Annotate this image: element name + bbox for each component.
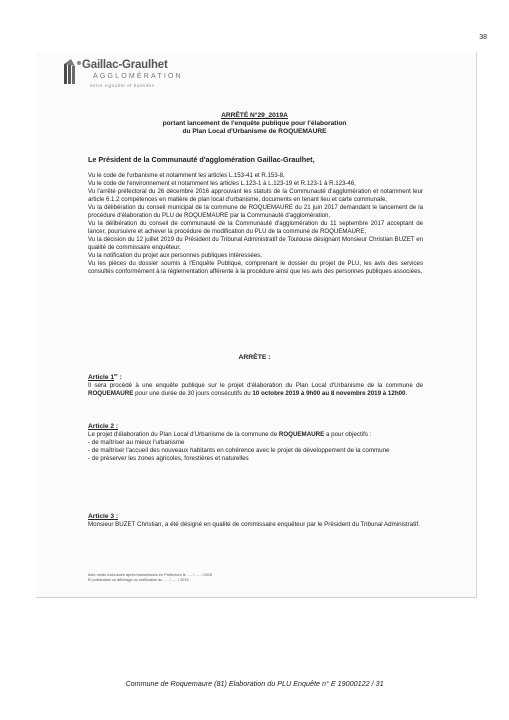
visa-item: Vu l'arrêté préfectoral du 26 décembre 2016 approuvant les statuts de la Communauté d'agglomération et notamment leur article 6.1.2 compétences en matière de plan local d'urbanisme, documents en tenant lieu et carte communale, xyxy=(88,188,423,203)
article-1-text: pour une durée de 30 jours consécutifs du xyxy=(133,390,253,398)
article-2-text: a pour objectifs : xyxy=(324,431,372,438)
article-3-body: Monsieur BUZET Christian, a été désigné en qualité de commissaire enquêteur par le Président du Tribunal Administratif. xyxy=(88,521,420,528)
execution-note-line: Et publication ou affichage ou notification du ..... / ..... / 2019 xyxy=(88,578,189,582)
visa-item: Vu le code de l'environnement et notamment les articles L.123-1 à L.123-19 et R.123-1 à R.123-46, xyxy=(88,180,356,187)
logo-subtitle: AGGLOMÉRATION xyxy=(93,73,183,80)
article-2-text: Le projet d'élaboration du Plan Local d'Urbanisme de la commune de xyxy=(88,431,279,438)
visa-item: Vu la notification du projet aux personnes publiques intéressées, xyxy=(88,252,262,259)
logo-tagline: entre vignoble et bastides xyxy=(90,83,155,88)
arrete-number xyxy=(0,112,509,119)
arrete-title-line: du Plan Local d'Urbanisme de ROQUEMAURE xyxy=(182,128,327,135)
article-1-title-text: Article 1 xyxy=(88,374,115,382)
visa-item: Vu la délibération du conseil municipal de la commune de ROQUEMAURE du 21 juin 2017 demandant le lancement de la procédure d'élaboration du PLU de ROQUEMAURE par la Communauté d'agglomération, xyxy=(88,204,423,219)
objective-item: - de maîtriser au mieux l'urbanisme xyxy=(88,439,185,446)
article-3 xyxy=(88,513,423,529)
logo xyxy=(62,58,202,98)
article-1-title-colon: : xyxy=(117,374,122,382)
article-1-commune: ROQUEMAURE xyxy=(88,390,134,398)
article-1-title-sup: er xyxy=(114,372,118,377)
arrete-heading: ARRÊTE : xyxy=(238,354,271,361)
visa-item: Vu la délibération du conseil de communauté de la Communauté d'agglomération du 11 septembre 2017 acceptant de lancer, poursuivre et achever la procédure de modification du PLU de la commune de ROQUEMAURE, xyxy=(88,220,423,235)
arrete-number-text: ARRÊTÉ N°29_2019A xyxy=(221,112,288,119)
execution-note-line: Acte rendu exécutoire après transmission en Préfecture le ..... / ..... / 2019 xyxy=(88,573,213,577)
article-1-text: Il sera procédé à une enquête publique sur le projet d'élaboration du Plan Local d'Urbanisme de la commune de xyxy=(88,382,423,390)
article-1-dates: 10 octobre 2019 à 9h00 au 8 novembre 2019 à 12h00 xyxy=(252,390,406,398)
visa-item: Vu les pièces du dossier soumis à l'Enquête Publique, comprenant le dossier du projet de PLU, les avis des services consultés conformément à la réglementation afférente à la procédure ainsi que les avis des personnes publiques associées, xyxy=(88,260,423,275)
page-number: 38 xyxy=(479,34,487,41)
article-2 xyxy=(88,423,423,463)
article-1-text: . xyxy=(405,390,408,398)
president-heading: Le Président de la Communauté d'agglomération Gaillac-Graulhet, xyxy=(88,155,315,164)
article-1-body xyxy=(88,382,423,398)
page-footer-caption: Commune de Roquemaure (81) Elaboration du PLU Enquête n° E 19000122 / 31 xyxy=(125,679,384,688)
visas-list xyxy=(88,172,423,276)
visa-item: Vu le code de l'urbanisme et notamment les articles L.153-41 et R.153-8, xyxy=(88,172,285,179)
article-1-title xyxy=(88,371,423,382)
article-2-title: Article 2 : xyxy=(88,423,119,430)
objective-item: - de maîtriser l'accueil des nouveaux habitants en cohérence avec le projet de développement de la commune xyxy=(88,447,390,454)
objective-item: - de préserver les zones agricoles, forestières et naturelles xyxy=(88,455,249,462)
logo-mark-icon xyxy=(62,58,84,86)
article-3-title: Article 3 : xyxy=(88,513,119,520)
logo-name: Gaillac-Graulhet xyxy=(82,59,168,71)
arrete-title-line: portant lancement de l'enquête publique pour l'élaboration xyxy=(162,120,347,127)
article-2-commune: ROQUEMAURE xyxy=(278,431,325,438)
article-1 xyxy=(88,371,423,398)
article-2-body xyxy=(88,431,423,439)
visa-item: Vu la décision du 12 juillet 2019 du Président du Tribunal Administratif de Toulouse désignant Monsieur Christian BUZET en qualité de commissaire enquêteur, xyxy=(88,236,423,251)
execution-note xyxy=(88,573,212,583)
